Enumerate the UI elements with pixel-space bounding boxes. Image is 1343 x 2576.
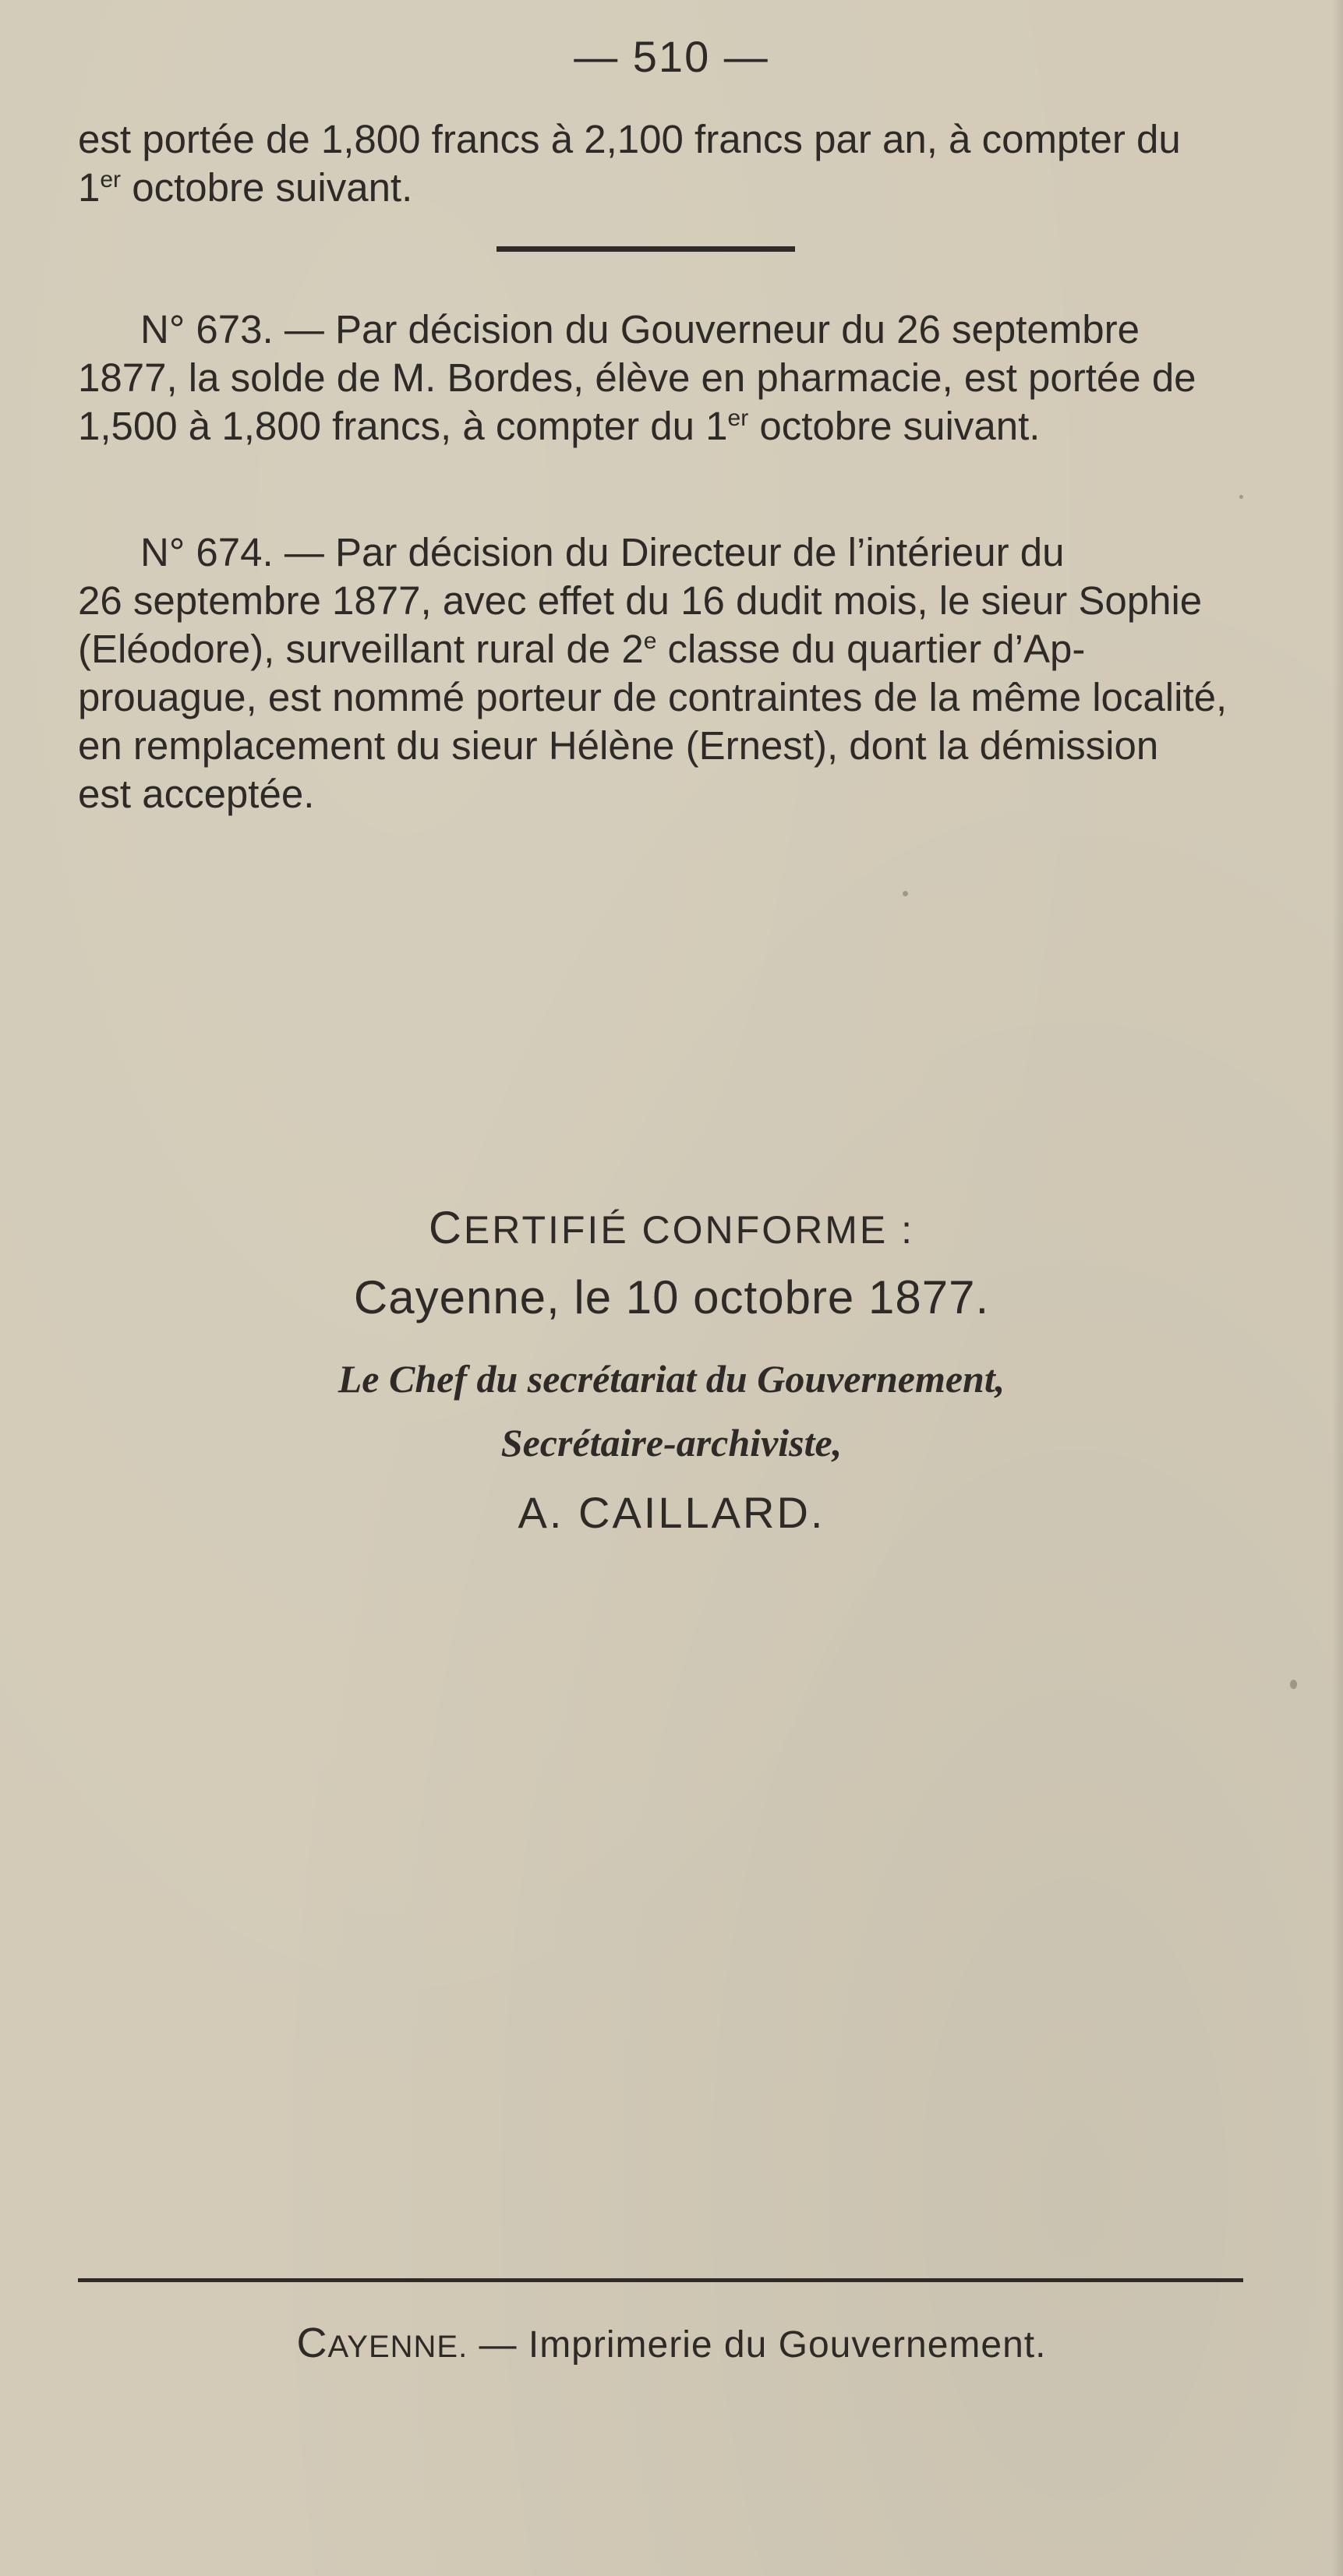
text-line: prouague, est nommé porteur de contraintes de la même localité, [78,675,1228,719]
imprint-separator: — [468,2324,528,2366]
superscript: er [727,405,749,431]
text-line: est portée de 1,800 francs à 2,100 francs par an, à compter du [78,117,1181,161]
text-line [78,625,1247,673]
text-line [78,402,1247,451]
text-line [78,164,1247,212]
paper-speck [903,891,908,896]
text-fragment: octobre suivant. [121,165,413,210]
place-date: Cayenne, le 10 octobre 1877. [353,1271,990,1323]
paragraph-673 [78,306,1247,451]
signatory-role: Le Chef du secrétariat du Gouvernement, [338,1357,1005,1401]
imprint-city-initial: C [296,2320,328,2366]
signatory-title: Secrétaire-archiviste, [500,1421,843,1465]
paper-speck [1290,1680,1297,1689]
text-fragment: (Eléodore), surveillant rural de 2 [78,627,644,671]
text-line: N° 673. — Par décision du Gouverneur du 26 septembre [140,307,1140,352]
text-line: est acceptée. [78,772,315,816]
text-fragment: classe du quartier d’Ap- [656,627,1086,671]
imprint-printer: Imprimerie du Gouvernement. [528,2324,1047,2366]
printer-imprint [0,2319,1343,2367]
text-fragment: 1,500 à 1,800 francs, à compter du 1 [78,404,728,448]
superscript: e [643,628,657,654]
text-line: en remplacement du sieur Hélène (Ernest), dont la démission [78,723,1159,768]
superscript: er [100,167,122,193]
text-fragment: octobre suivant. [748,404,1041,448]
signatory-name: A. CAILLARD. [518,1488,825,1537]
paper-speck [1239,495,1243,499]
heading-initial: C [429,1203,464,1253]
text-fragment: 1 [78,165,101,210]
paragraph-continuation [78,115,1247,212]
footer-rule [78,2278,1243,2282]
heading-rest: ERTIFIÉ CONFORME : [463,1208,914,1252]
paragraph-674 [78,528,1247,818]
text-line: 26 septembre 1877, avec effet du 16 dudit mois, le sieur Sophie [78,578,1203,623]
text-line: N° 674. — Par décision du Directeur de l’intérieur du [140,530,1065,574]
imprint-city-rest: AYENNE. [327,2330,468,2364]
page-number: — 510 — [574,32,769,81]
text-line: 1877, la solde de M. Bordes, élève en pharmacie, est portée de [78,355,1196,400]
section-divider [497,246,795,252]
certification-heading [0,1202,1343,1254]
